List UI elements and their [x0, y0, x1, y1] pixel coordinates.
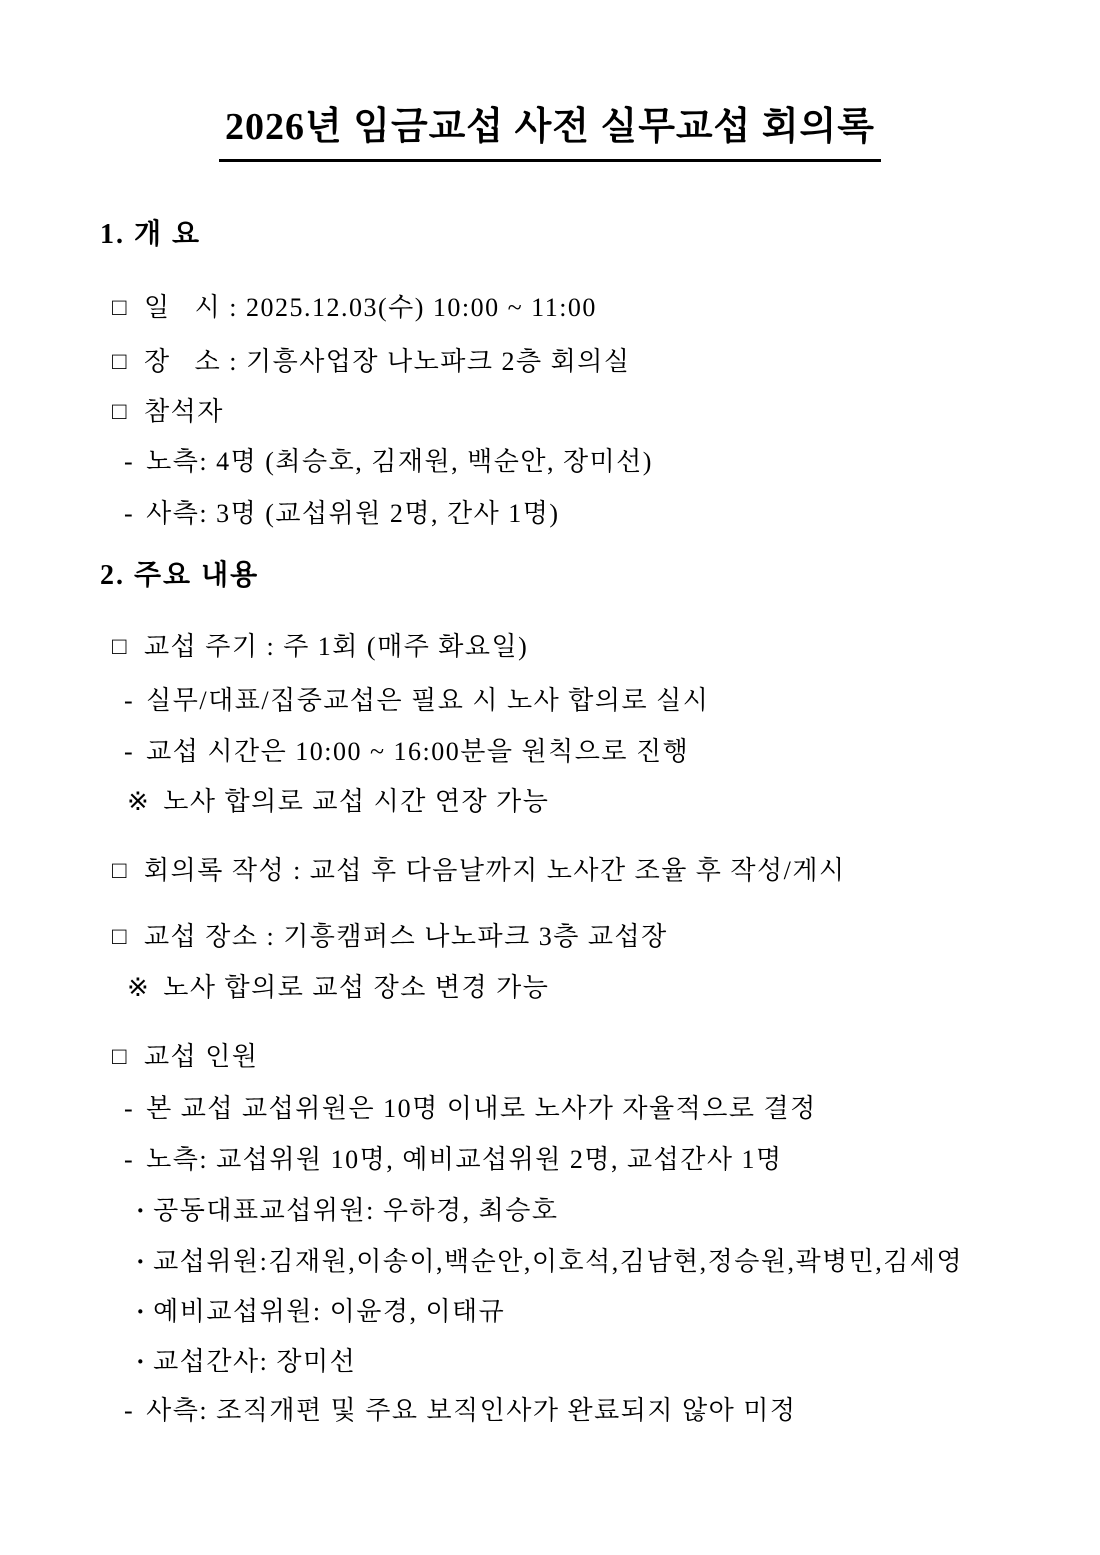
ballot-box-icon: □ [112, 399, 128, 425]
reference-mark-icon: ※ [127, 787, 151, 816]
line-minutes-writing [112, 854, 846, 889]
dot-bullet-icon: · [136, 1196, 147, 1225]
dash-bullet-icon: - [124, 737, 135, 766]
line-date-text: 일 시 : 2025.12.03(수) 10:00 ~ 11:00 [144, 293, 597, 322]
line-union-members-count [124, 1143, 783, 1177]
line-time-extension-note [127, 785, 549, 819]
line-minutes-writing-text: 회의록 작성 : 교섭 후 다음날까지 노사간 조율 후 작성/게시 [144, 856, 846, 885]
dot-bullet-icon: · [136, 1347, 147, 1376]
line-attendees [112, 395, 224, 430]
line-negotiation-place [112, 920, 668, 955]
line-negotiation-types [124, 684, 709, 718]
section-1-heading: 1. 개 요 [100, 219, 202, 250]
line-negotiation-place-text: 교섭 장소 : 기흥캠퍼스 나노파크 3층 교섭장 [144, 922, 668, 951]
line-negotiation-hours [124, 735, 689, 769]
ballot-box-icon: □ [112, 924, 128, 950]
line-date [112, 291, 597, 326]
line-members-limit-text: 본 교섭 교섭위원은 10명 이내로 노사가 자율적으로 결정 [146, 1094, 817, 1123]
line-attendees-text: 참석자 [144, 397, 224, 426]
line-negotiation-hours-text: 교섭 시간은 10:00 ~ 16:00분을 원칙으로 진행 [146, 737, 690, 766]
line-committee-members-text: 교섭위원:김재원,이송이,백순안,이호석,김남현,정승원,곽병민,김세영 [153, 1247, 964, 1276]
line-co-representatives-text: 공동대표교섭위원: 우하경, 최승호 [153, 1196, 559, 1225]
dash-bullet-icon: - [124, 1396, 135, 1425]
line-negotiation-members [112, 1040, 258, 1075]
line-union-attendees-text: 노측: 4명 (최승호, 김재원, 백순안, 장미선) [146, 447, 653, 476]
line-place-change-note [127, 971, 549, 1005]
dash-bullet-icon: - [124, 686, 135, 715]
line-negotiation-members-text: 교섭 인원 [144, 1042, 259, 1071]
dash-bullet-icon: - [124, 1094, 135, 1123]
ballot-box-icon: □ [112, 634, 128, 660]
dash-bullet-icon: - [124, 447, 135, 476]
line-union-attendees [124, 445, 653, 479]
line-negotiation-cycle [112, 630, 528, 665]
line-union-members-count-text: 노측: 교섭위원 10명, 예비교섭위원 2명, 교섭간사 1명 [146, 1145, 783, 1174]
line-negotiation-types-text: 실무/대표/집중교섭은 필요 시 노사 합의로 실시 [146, 686, 710, 715]
line-secretary [136, 1345, 356, 1379]
dot-bullet-icon: · [136, 1247, 147, 1276]
line-reserve-members-text: 예비교섭위원: 이윤경, 이태규 [153, 1297, 506, 1326]
reference-mark-icon: ※ [127, 973, 151, 1002]
line-secretary-text: 교섭간사: 장미선 [153, 1347, 357, 1376]
line-members-limit [124, 1092, 817, 1126]
line-time-extension-note-text: 노사 합의로 교섭 시간 연장 가능 [163, 787, 550, 816]
ballot-box-icon: □ [112, 858, 128, 884]
section-2-heading: 2. 주요 내용 [100, 560, 260, 591]
line-place-change-note-text: 노사 합의로 교섭 장소 변경 가능 [163, 973, 550, 1002]
dot-bullet-icon: · [136, 1297, 147, 1326]
document-title-container [0, 95, 1100, 162]
line-place [112, 345, 630, 380]
line-company-members-undecided [124, 1394, 796, 1428]
ballot-box-icon: □ [112, 349, 128, 375]
line-negotiation-cycle-text: 교섭 주기 : 주 1회 (매주 화요일) [144, 632, 529, 661]
ballot-box-icon: □ [112, 295, 128, 321]
line-place-text: 장 소 : 기흥사업장 나노파크 2층 회의실 [144, 347, 631, 376]
line-committee-members [136, 1245, 963, 1279]
line-company-attendees-text: 사측: 3명 (교섭위원 2명, 간사 1명) [146, 499, 560, 528]
dash-bullet-icon: - [124, 1145, 135, 1174]
ballot-box-icon: □ [112, 1044, 128, 1070]
dash-bullet-icon: - [124, 499, 135, 528]
document-title: 2026년 임금교섭 사전 실무교섭 회의록 [219, 95, 881, 162]
line-reserve-members [136, 1295, 505, 1329]
line-co-representatives [136, 1194, 559, 1228]
line-company-members-undecided-text: 사측: 조직개편 및 주요 보직인사가 완료되지 않아 미정 [146, 1396, 797, 1425]
line-company-attendees [124, 497, 560, 531]
